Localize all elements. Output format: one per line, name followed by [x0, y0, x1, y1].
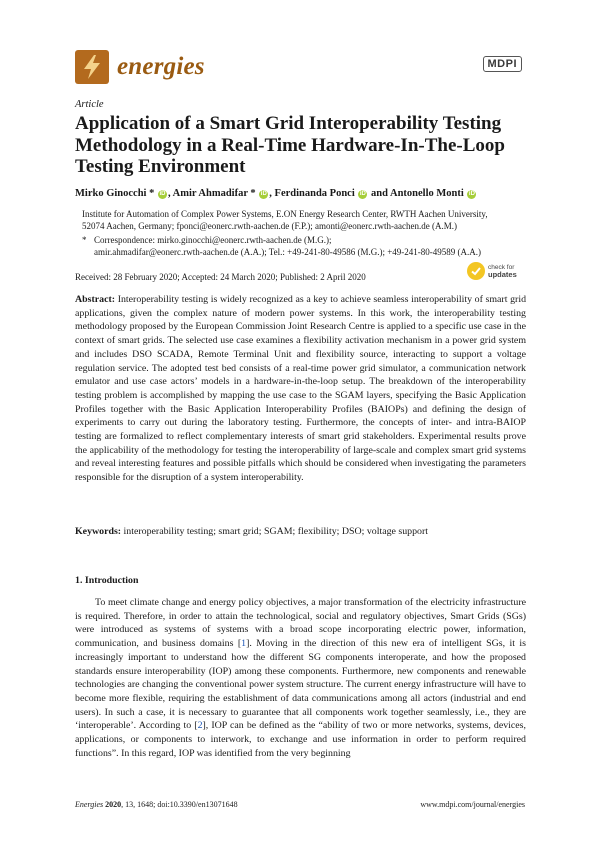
affiliation: [82, 208, 532, 232]
publication-dates: Received: 28 February 2020; Accepted: 24 March 2020; Published: 2 April 2020: [75, 272, 366, 282]
section-heading: 1. Introduction: [75, 575, 139, 586]
author-name: Antonello Monti: [390, 188, 464, 199]
check-updates-label: [488, 264, 517, 278]
keywords-text: interoperability testing; smart grid; SGAM; flexibility; DSO; voltage support: [123, 526, 428, 537]
intro-paragraph: [75, 596, 526, 760]
correspondence: [82, 234, 532, 258]
affiliation-line: 52074 Aachen, Germany; fponci@eonerc.rwth-aachen.de (F.P.); amonti@eonerc.rwth-aachen.de (A.M.): [82, 221, 457, 231]
footer-citation: [75, 800, 238, 809]
check-for-updates-button[interactable]: [467, 262, 517, 280]
author-name: Ferdinanda Ponci: [274, 188, 355, 199]
footer-url[interactable]: www.mdpi.com/journal/energies: [420, 800, 525, 809]
paper-title: Application of a Smart Grid Interoperability Testing Methodology in a Real-Time Hardware-In-The-Loop Testing Environment: [75, 113, 505, 177]
citation-link[interactable]: 1: [241, 638, 247, 650]
publisher-name: MDPI: [483, 56, 523, 72]
author-mark: *: [247, 188, 256, 199]
energies-lightning-icon: [75, 50, 109, 84]
abstract: [75, 293, 526, 485]
mdpi-logo[interactable]: [483, 56, 523, 72]
article-type: Article: [75, 99, 104, 110]
journal-name: energies: [117, 53, 205, 80]
keywords: [75, 526, 526, 537]
author-list: [75, 188, 535, 199]
abstract-text: Interoperability testing is widely recognized as a key to achieve seamless interoperability of smart grid applications, given the complex nature of modern power systems. In this work, the interoperability testing methodology proposed by the European Commission Joint Research Centre is applied to a specific use case in the context of smart grids. The selected use case examines a flexibility activation mechanism in a power grid system and includes DSO SCADA, Remote Terminal Unit and flexibility source, interacting to support a voltage regulation service. The adopted test bed consists of a real-time power grid simulator, a communication network emulator and use case actors’ models in a hardware-in-the-loop setup. The breakdown of the interoperability testing problem is accomplished by mapping the use case to the SGAM layers, specifying the Basic Application Profiles together with the Basic Application Interoperability Profiles (BAIOPs) and defining the design of experiments to carry out during the laboratory testing. Furthermore, the concepts of inter- and intra-BAIOP testing are formalized to reflect complementary interests of smart grid stakeholders. Experimental results prove the applicability of the methodology for testing the interoperability of large-scale and complex smart grid systems and reveal interesting features and possible pitfalls which should be considered when investigating the parameters responsible for the disruption of a system interoperability.: [75, 294, 527, 484]
author-separator: ,: [167, 188, 173, 199]
keywords-label: Keywords:: [75, 526, 122, 537]
intro-text: ]. Moving in the direction of this new era of intelligent SGs, it is increasingly important to understand how the different SG components interoperate, and how the proposed standards ensure interoperability (IOP) among these components. Furthermore, new components and renewable technologies are changing the conventional power system structure. The current energy infrastructure will have to become more flexible, requiring the establishment of data communications among all actors (industrial and end users). In such a case, it is necessary to guarantee that all components work together seamlessly, i.e., they are ‘interoperable’. According to [: [75, 638, 526, 732]
journal-logo[interactable]: [75, 50, 205, 84]
affiliation-line: Institute for Automation of Complex Power Systems, E.ON Energy Research Center, RWTH Aachen University,: [82, 209, 488, 219]
author-name: Amir Ahmadifar: [172, 188, 248, 199]
orcid-icon[interactable]: iD: [468, 191, 475, 197]
footer-doi: , 13, 1648; doi:10.3390/en13071648: [121, 800, 238, 809]
orcid-icon[interactable]: iD: [260, 191, 267, 197]
check-updates-icon: [467, 262, 485, 280]
footer-year: 2020: [105, 800, 122, 809]
author-separator: ,: [269, 188, 275, 199]
intro-text: To meet climate change and energy policy objectives, a major transformation of the electricity infrastructure is required. Therefore, in order to attain the technological, social and regulatory objectives, Smart Grids (SGs) were introduced as systems of systems with a broad scope incorporating electric power, information, communication, and business domains [: [75, 597, 526, 650]
author-name: Mirko Ginocchi: [75, 188, 147, 199]
citation-link[interactable]: 2: [197, 720, 203, 732]
author-separator: and: [368, 188, 390, 199]
orcid-icon[interactable]: iD: [359, 191, 366, 197]
correspondence-line: Correspondence: mirko.ginocchi@eonerc.rwth-aachen.de (M.G.);: [94, 235, 332, 245]
author-mark: *: [146, 188, 155, 199]
intro-text: ], IOP can be defined as the “ability of two or more networks, systems, devices, applications, or components to interwork, to exchange and use information in order to perform required functions”. In this regard, IOP was identified from the very beginning: [75, 720, 526, 759]
check-updates-line2: updates: [488, 270, 517, 279]
check-updates-line1: check for: [488, 264, 515, 271]
correspondence-line: amir.ahmadifar@eonerc.rwth-aachen.de (A.A.); Tel.: +49-241-80-49586 (M.G.); +49-241-80-49589 (A.A.): [94, 247, 482, 257]
footer-journal: Energies: [75, 800, 104, 809]
abstract-label: Abstract:: [75, 294, 116, 305]
orcid-icon[interactable]: iD: [159, 191, 166, 197]
correspondence-star: *: [82, 235, 87, 245]
